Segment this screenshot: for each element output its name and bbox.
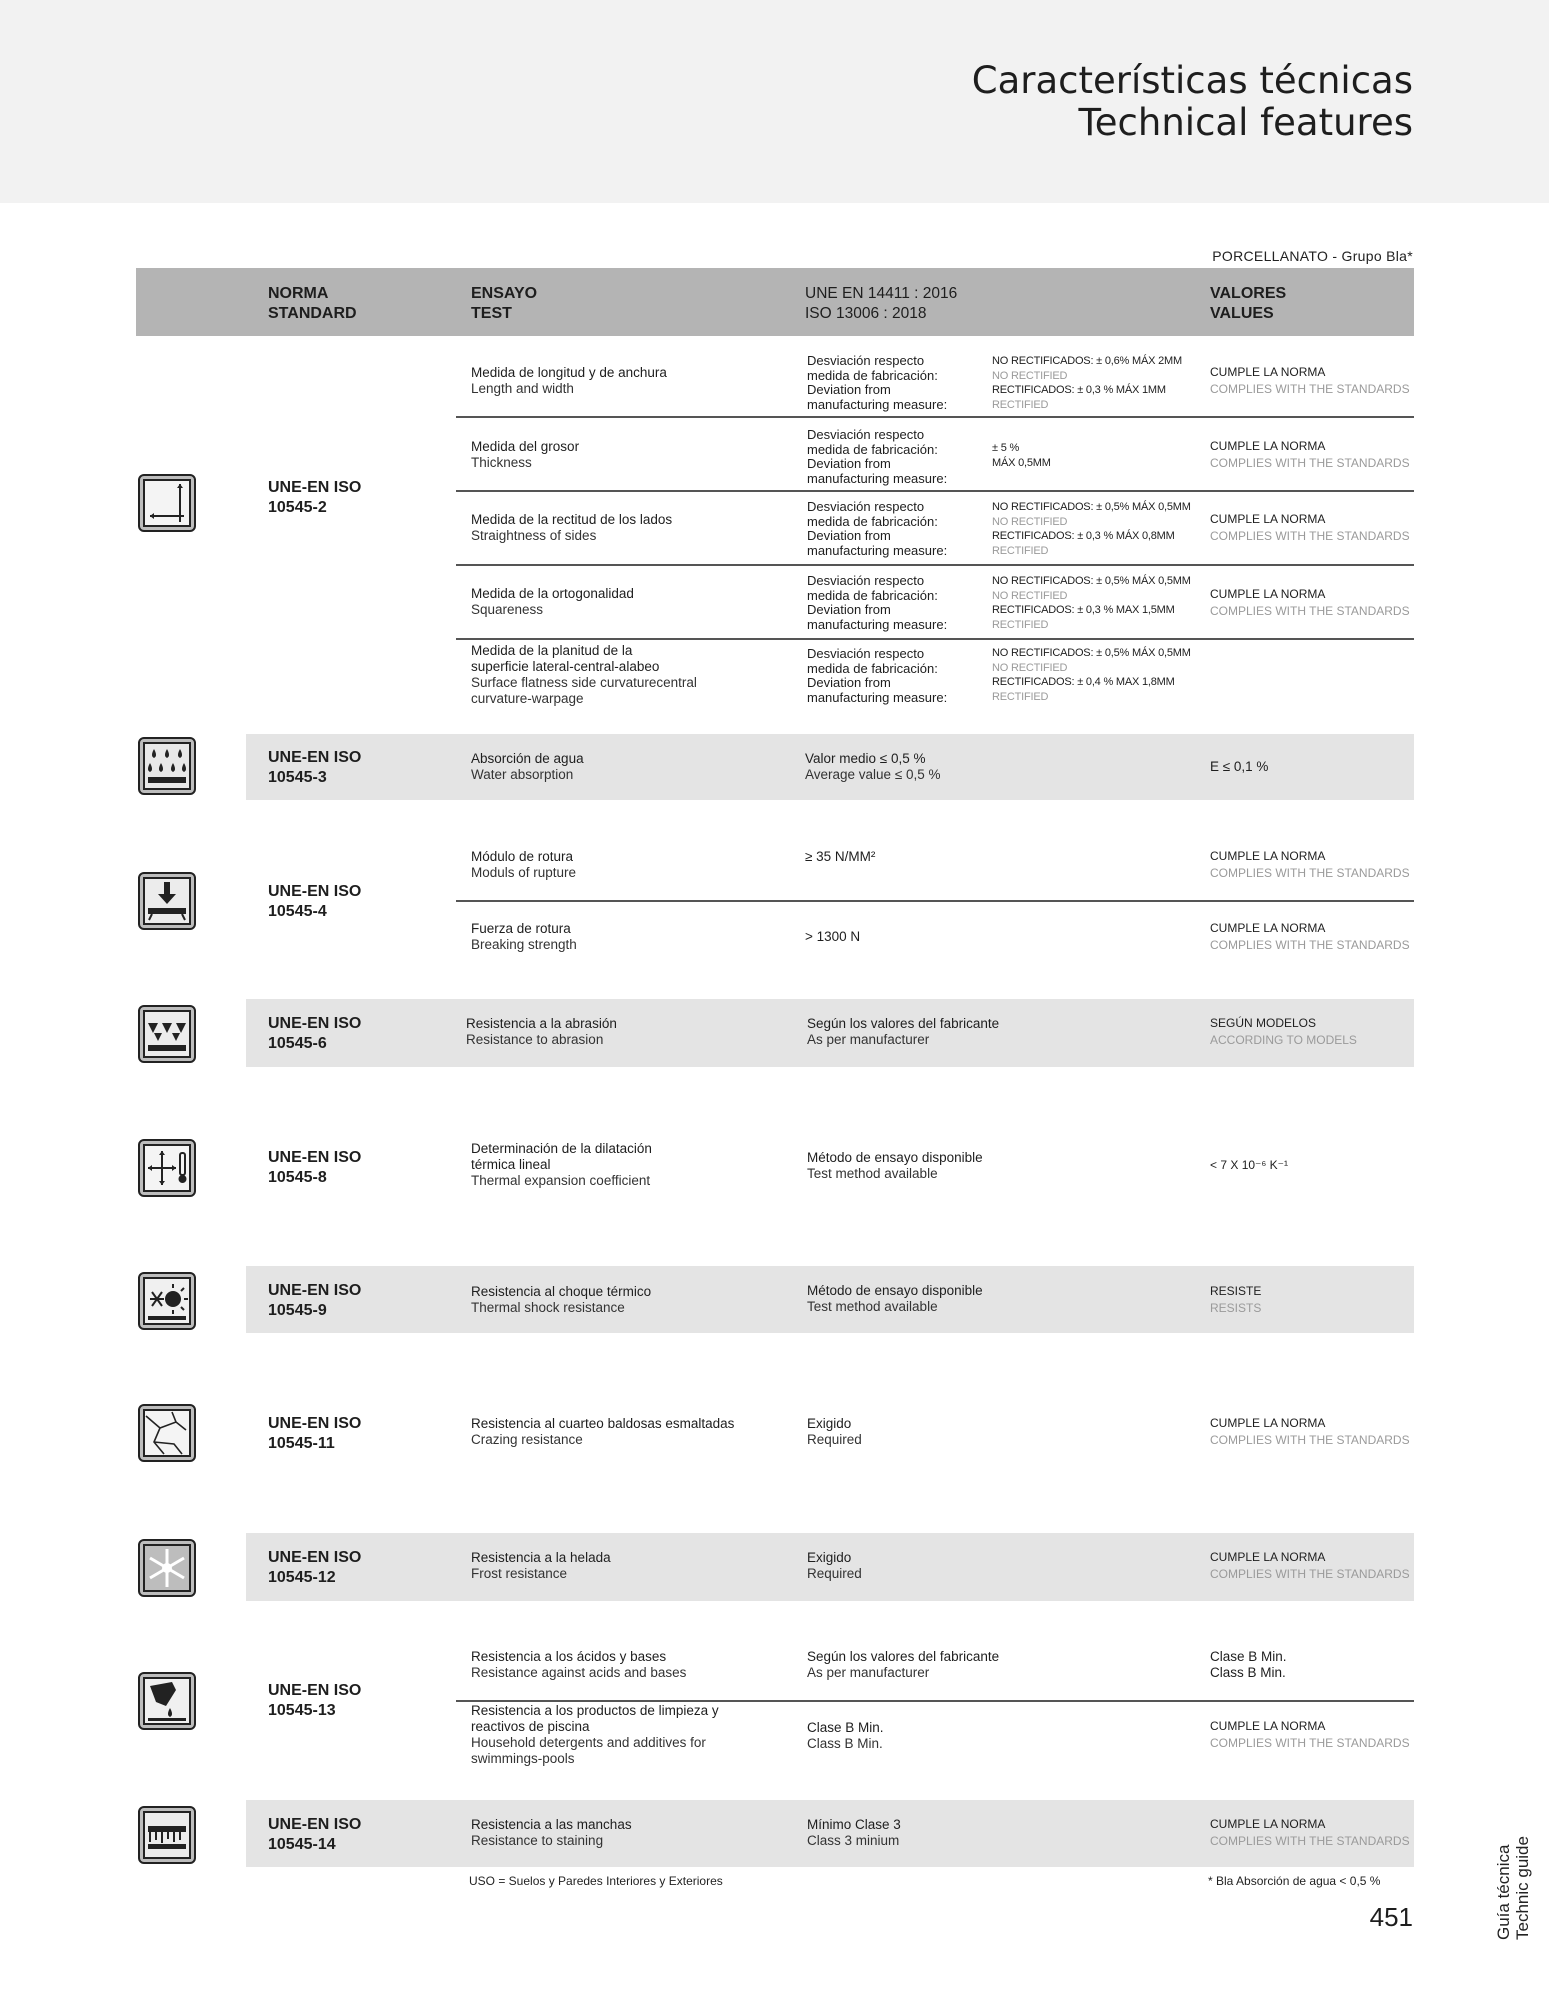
standard-code: UNE-EN ISO 10545-2 bbox=[268, 479, 362, 516]
value: CUMPLE LA NORMA COMPLIES WITH THE STANDARDS bbox=[1210, 1817, 1410, 1848]
test-name: Medida de longitud y de anchura Length and width bbox=[471, 365, 667, 396]
test-name: Resistencia al cuarteo baldosas esmaltadas Crazing resistance bbox=[471, 1416, 735, 1447]
test-name: Determinación de la dilatación térmica lineal Thermal expansion coefficient bbox=[471, 1141, 652, 1188]
requirement: Mínimo Clase 3 Class 3 minium bbox=[807, 1817, 901, 1848]
test-name: Resistencia a los productos de limpieza y reactivos de piscina Household detergents and additives for swimmings-pools bbox=[471, 1703, 719, 1766]
category-label: PORCELLANATO - Grupo Bla* bbox=[1212, 248, 1413, 264]
title-en: Technical features bbox=[1078, 101, 1413, 144]
value: CUMPLE LA NORMA COMPLIES WITH THE STANDARDS bbox=[1210, 512, 1410, 543]
title-es: Características técnicas bbox=[971, 59, 1413, 102]
test-name: Resistencia a los ácidos y bases Resistance against acids and bases bbox=[471, 1649, 687, 1680]
snowflake-icon bbox=[136, 1537, 198, 1599]
value: SEGÚN MODELOS ACCORDING TO MODELS bbox=[1210, 1016, 1357, 1047]
row-divider bbox=[456, 416, 1414, 418]
test-name: Medida de la planitud de la superficie lateral-central-alabeo Surface flatness side curvaturecentral curvature-warpage bbox=[471, 643, 697, 706]
value: CUMPLE LA NORMA COMPLIES WITH THE STANDARDS bbox=[1210, 1416, 1410, 1447]
side-guide-label: Guía técnica Technic guide bbox=[1494, 1836, 1532, 1940]
row-divider bbox=[456, 900, 1414, 902]
requirement: Según los valores del fabricante As per manufacturer bbox=[807, 1649, 1000, 1680]
arrow-down-load-icon bbox=[136, 870, 198, 932]
requirement: Desviación respecto medida de fabricación: Deviation from manufacturing measure: bbox=[807, 573, 948, 632]
tolerance: NO RECTIFICADOS: ± 0,6% MÁX 2MM NO RECTIFIED RECTIFICADOS: ± 0,3 % MÁX 1MM RECTIFIED bbox=[992, 355, 1182, 411]
requirement: Desviación respecto medida de fabricación: Deviation from manufacturing measure: bbox=[807, 427, 948, 486]
value: CUMPLE LA NORMA COMPLIES WITH THE STANDARDS bbox=[1210, 1550, 1410, 1581]
requirement: Valor medio ≤ 0,5 % Average value ≤ 0,5 % bbox=[805, 751, 941, 782]
thermal-shock-icon bbox=[136, 1270, 198, 1332]
test-name: Absorción de agua Water absorption bbox=[471, 751, 584, 782]
water-drops-icon bbox=[136, 735, 198, 797]
requirement: ≥ 35 N/MM² bbox=[805, 849, 876, 864]
value: CUMPLE LA NORMA COMPLIES WITH THE STANDARDS bbox=[1210, 921, 1410, 952]
test-name: Medida del grosor Thickness bbox=[471, 439, 580, 470]
requirement: Desviación respecto medida de fabricación: Deviation from manufacturing measure: bbox=[807, 353, 948, 412]
standard-code: UNE-EN ISO 10545-6 bbox=[268, 1015, 362, 1052]
value: < 7 X 10⁻⁶ K⁻¹ bbox=[1210, 1158, 1288, 1172]
standard-code: UNE-EN ISO 10545-8 bbox=[268, 1149, 362, 1186]
crazing-icon bbox=[136, 1402, 198, 1464]
value: CUMPLE LA NORMA COMPLIES WITH THE STANDARDS bbox=[1210, 587, 1410, 618]
staining-icon bbox=[136, 1804, 198, 1866]
tolerance: NO RECTIFICADOS: ± 0,5% MÁX 0,5MM NO RECTIFIED RECTIFICADOS: ± 0,4 % MAX 1,8MM RECTIFIED bbox=[992, 647, 1191, 703]
requirement: Exigido Required bbox=[807, 1416, 862, 1447]
test-name: Resistencia a la abrasión Resistance to abrasion bbox=[466, 1016, 617, 1047]
header-values: VALORES VALUES bbox=[1210, 285, 1287, 322]
standard-code: UNE-EN ISO 10545-3 bbox=[268, 749, 362, 786]
thermal-expansion-icon bbox=[136, 1137, 198, 1199]
usage-note: USO = Suelos y Paredes Interiores y Exteriores bbox=[469, 1874, 723, 1888]
requirement: Exigido Required bbox=[807, 1550, 862, 1581]
tolerance: NO RECTIFICADOS: ± 0,5% MÁX 0,5MM NO RECTIFIED RECTIFICADOS: ± 0,3 % MÁX 0,8MM RECTIFIED bbox=[992, 501, 1191, 557]
test-name: Resistencia a la helada Frost resistance bbox=[471, 1550, 611, 1581]
value: CUMPLE LA NORMA COMPLIES WITH THE STANDARDS bbox=[1210, 439, 1410, 470]
requirement: Método de ensayo disponible Test method available bbox=[807, 1283, 983, 1314]
row-divider bbox=[456, 1700, 1414, 1702]
value: CUMPLE LA NORMA COMPLIES WITH THE STANDARDS bbox=[1210, 1719, 1410, 1750]
row-divider bbox=[456, 638, 1414, 640]
tolerance: ± 5 % MÁX 0,5MM bbox=[992, 442, 1051, 469]
header-norm-reference: UNE EN 14411 : 2016 ISO 13006 : 2018 bbox=[805, 285, 958, 322]
table-header bbox=[136, 268, 1414, 336]
value: CUMPLE LA NORMA COMPLIES WITH THE STANDARDS bbox=[1210, 365, 1410, 396]
chemical-icon bbox=[136, 1670, 198, 1732]
test-name: Módulo de rotura Moduls of rupture bbox=[471, 849, 577, 880]
page-title bbox=[972, 60, 1413, 144]
test-name: Fuerza de rotura Breaking strength bbox=[471, 921, 577, 952]
abrasion-icon bbox=[136, 1003, 198, 1065]
requirement: > 1300 N bbox=[805, 929, 861, 944]
standard-code: UNE-EN ISO 10545-9 bbox=[268, 1282, 362, 1319]
value: Clase B Min. Class B Min. bbox=[1210, 1649, 1287, 1680]
value: E ≤ 0,1 % bbox=[1210, 759, 1269, 774]
value: RESISTE RESISTS bbox=[1210, 1284, 1262, 1315]
test-name: Medida de la rectitud de los lados Straightness of sides bbox=[471, 512, 673, 543]
requirement: Clase B Min. Class B Min. bbox=[807, 1720, 884, 1751]
row-divider bbox=[456, 564, 1414, 566]
header-test: ENSAYO TEST bbox=[471, 285, 538, 322]
requirement: Desviación respecto medida de fabricación: Deviation from manufacturing measure: bbox=[807, 499, 948, 558]
standard-code: UNE-EN ISO 10545-11 bbox=[268, 1415, 362, 1452]
dimension-icon bbox=[136, 472, 198, 534]
standard-code: UNE-EN ISO 10545-4 bbox=[268, 883, 362, 920]
standard-code: UNE-EN ISO 10545-13 bbox=[268, 1682, 362, 1719]
test-name: Resistencia a las manchas Resistance to staining bbox=[471, 1817, 632, 1848]
row-divider bbox=[456, 490, 1414, 492]
test-name: Medida de la ortogonalidad Squareness bbox=[471, 586, 634, 617]
page-number: 451 bbox=[1369, 1902, 1413, 1932]
tolerance: NO RECTIFICADOS: ± 0,5% MÁX 0,5MM NO RECTIFIED RECTIFICADOS: ± 0,3 % MAX 1,5MM RECTIFIED bbox=[992, 575, 1191, 631]
header-standard: NORMA STANDARD bbox=[268, 285, 357, 322]
requirement: Según los valores del fabricante As per manufacturer bbox=[807, 1016, 1000, 1047]
standard-code: UNE-EN ISO 10545-12 bbox=[268, 1549, 362, 1586]
standard-code: UNE-EN ISO 10545-14 bbox=[268, 1816, 362, 1853]
value: CUMPLE LA NORMA COMPLIES WITH THE STANDARDS bbox=[1210, 849, 1410, 880]
requirement: Desviación respecto medida de fabricación: Deviation from manufacturing measure: bbox=[807, 646, 948, 705]
requirement: Método de ensayo disponible Test method available bbox=[807, 1150, 983, 1181]
absorption-note: * Bla Absorción de agua < 0,5 % bbox=[1208, 1874, 1381, 1888]
test-name: Resistencia al choque térmico Thermal shock resistance bbox=[471, 1284, 652, 1315]
